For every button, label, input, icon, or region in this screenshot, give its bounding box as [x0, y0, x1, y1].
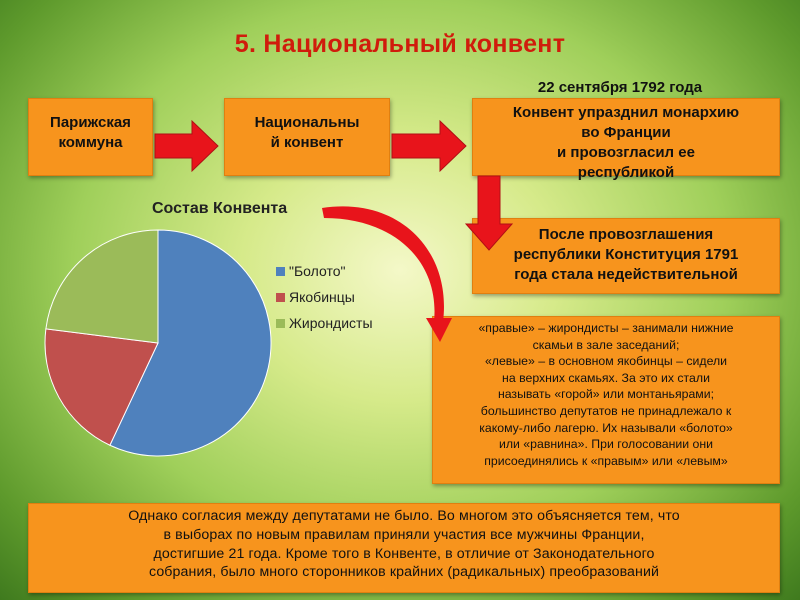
arrow-right-2 — [392, 121, 466, 171]
chart-title: Состав Конвента — [152, 200, 288, 217]
legend-item — [276, 314, 373, 332]
legend-item — [276, 288, 355, 306]
arrow-right-1 — [155, 121, 218, 171]
legend-swatch — [276, 293, 285, 302]
text-line: «левые» – в основном якобинцы – сидели — [484, 354, 728, 369]
text-line: называть «горой» или монтаньярами; — [497, 387, 715, 402]
legend-label: "Болото" — [289, 263, 346, 279]
text-line: достигшие 21 года. Кроме того в Конвенте, в отличие от Законодательного — [153, 545, 655, 562]
text-line: республикой — [577, 164, 675, 181]
legend-label: Якобинцы — [289, 289, 355, 305]
text-line: большинство депутатов не принадлежало к — [480, 403, 732, 418]
text-line: или «равнина». При голосовании они — [498, 437, 714, 452]
pie-slice-2 — [46, 230, 158, 343]
legend-swatch — [276, 319, 285, 328]
text-line: какому-либо лагерю. Их называли «болото» — [479, 420, 733, 435]
curved-arrow-head — [426, 318, 452, 342]
text-line: года стала недействительной — [514, 266, 738, 283]
text-line: и провозгласил ее — [557, 144, 695, 161]
text-line: во Франции — [581, 124, 671, 141]
text-line: присоединялись к «правым» или «левым» — [484, 453, 728, 468]
arrow-down — [466, 176, 512, 250]
text-line: на верхних скамьях. За это их стали — [502, 370, 710, 385]
text-line: Национальны — [254, 114, 360, 131]
pie-chart — [45, 230, 271, 456]
legend-label: Жирондисты — [289, 315, 373, 331]
text-line: «правые» – жирондисты – занимали нижние — [478, 321, 734, 335]
text-line: После провозглашения — [538, 226, 714, 243]
slide-title: 5. Национальный конвент — [234, 30, 566, 58]
text-line: собрания, было много сторонников крайних (радикальных) преобразований — [148, 564, 660, 581]
text-line: Однако согласия между депутатами не было. Во многом это объясняется тем, что — [128, 508, 680, 524]
text-line: й конвент — [270, 134, 344, 151]
text-line: в выборах по новым правилам приняли участия все мужчины Франции, — [163, 526, 645, 543]
text-line: Парижская — [50, 114, 131, 131]
text-line: скамьи в зале заседаний; — [532, 337, 680, 352]
date-caption: 22 сентября 1792 года — [537, 79, 703, 96]
text-line: Конвент упразднил монархию — [512, 104, 740, 121]
legend-swatch — [276, 267, 285, 276]
text-line: коммуна — [58, 134, 123, 151]
legend-item — [276, 262, 345, 280]
text-line: республики Конституция 1791 — [513, 246, 739, 263]
